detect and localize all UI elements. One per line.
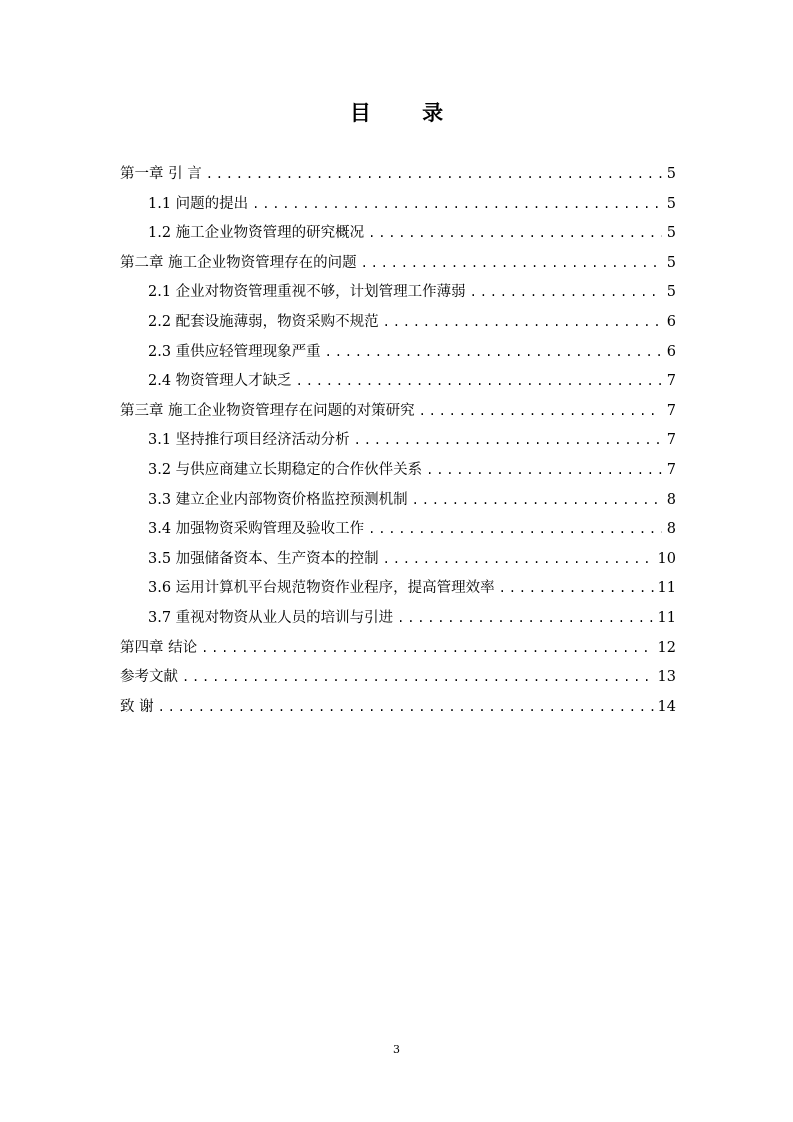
- toc-entry-3-6[interactable]: [120, 574, 676, 604]
- toc-leader-dots: [368, 515, 662, 545]
- toc-entry-label: 3.5 加强储备资本、生产资本的控制: [148, 550, 379, 567]
- toc-entry-page: 8: [666, 521, 676, 538]
- toc-leader-dots: [419, 397, 662, 427]
- toc-entry-label: 3.3 建立企业内部物资价格监控预测机制: [148, 491, 408, 508]
- toc-leader-dots: [182, 663, 654, 693]
- toc-leader-dots: [296, 367, 662, 397]
- toc-leader-dots: [201, 634, 653, 664]
- toc-entry-page: 7: [666, 461, 676, 478]
- toc-entry-page: 13: [657, 669, 676, 686]
- toc-entry-label: 2.3 重供应轻管理现象严重: [148, 343, 321, 360]
- toc-entry-label: 3.2 与供应商建立长期稳定的合作伙伴关系: [148, 461, 423, 478]
- toc-entry-label: 1.2 施工企业物资管理的研究概况: [148, 225, 365, 242]
- toc-leader-dots: [354, 426, 662, 456]
- toc-entry-page: 11: [657, 580, 676, 597]
- toc-list: [120, 160, 676, 722]
- toc-entry-3-5[interactable]: [120, 545, 676, 575]
- toc-entry-page: 5: [666, 225, 676, 242]
- toc-title: 目 录: [349, 100, 466, 125]
- toc-entry-chapter-2[interactable]: [120, 249, 676, 279]
- toc-entry-page: 11: [657, 609, 676, 626]
- toc-entry-3-3[interactable]: [120, 486, 676, 516]
- toc-entry-page: 14: [657, 698, 676, 715]
- toc-entry-2-2[interactable]: [120, 308, 676, 338]
- toc-entry-label: 第一章 引 言: [120, 166, 202, 182]
- toc-entry-3-4[interactable]: [120, 515, 676, 545]
- toc-entry-page: 12: [657, 639, 676, 656]
- toc-entry-chapter-3[interactable]: [120, 397, 676, 427]
- toc-entry-page: 7: [666, 373, 676, 390]
- toc-entry-2-1[interactable]: [120, 278, 676, 308]
- toc-entry-page: 8: [666, 491, 676, 508]
- toc-entry-1-1[interactable]: [120, 190, 676, 220]
- page-number: 3: [393, 1043, 400, 1056]
- toc-leader-dots: [412, 486, 662, 516]
- toc-entry-chapter-4[interactable]: [120, 634, 676, 664]
- toc-entry-page: 6: [666, 343, 676, 360]
- toc-leader-dots: [397, 604, 653, 634]
- toc-entry-label: 2.1 企业对物资管理重视不够，计划管理工作薄弱: [148, 284, 466, 301]
- toc-entry-page: 6: [666, 313, 676, 330]
- toc-leader-dots: [206, 160, 662, 190]
- toc-entry-label: 3.1 坚持推行项目经济活动分析: [148, 432, 350, 449]
- toc-entry-3-1[interactable]: [120, 426, 676, 456]
- toc-entry-page: 5: [666, 254, 676, 271]
- toc-leader-dots: [325, 338, 662, 368]
- toc-entry-page: 5: [666, 284, 676, 301]
- toc-entry-label: 第四章 结论: [120, 639, 198, 656]
- toc-entry-label: 3.6 运用计算机平台规范物资作业程序，提高管理效率: [148, 580, 495, 597]
- toc-leader-dots: [368, 219, 662, 249]
- toc-entry-page: 5: [666, 166, 676, 182]
- toc-entry-3-7[interactable]: [120, 604, 676, 634]
- toc-entry-2-4[interactable]: [120, 367, 676, 397]
- toc-entry-page: 7: [666, 432, 676, 449]
- toc-leader-dots: [158, 693, 654, 723]
- toc-entry-label: 2.2 配套设施薄弱，物资采购不规范: [148, 313, 379, 330]
- toc-entry-page: 10: [657, 550, 676, 567]
- toc-leader-dots: [361, 249, 662, 279]
- toc-entry-references[interactable]: [120, 663, 676, 693]
- toc-leader-dots: [499, 574, 654, 604]
- toc-entry-label: 第二章 施工企业物资管理存在的问题: [120, 254, 357, 271]
- toc-entry-page: 7: [666, 402, 676, 419]
- toc-entry-label: 第三章 施工企业物资管理存在问题的对策研究: [120, 402, 415, 419]
- toc-entry-label: 2.4 物资管理人才缺乏: [148, 373, 292, 390]
- toc-entry-label: 1.1 问题的提出: [148, 195, 249, 212]
- toc-entry-label: 3.7 重视对物资从业人员的培训与引进: [148, 609, 394, 626]
- toc-leader-dots: [426, 456, 662, 486]
- toc-entry-chapter-1[interactable]: [120, 160, 676, 190]
- toc-entry-acknowledgements[interactable]: [120, 693, 676, 723]
- toc-entry-1-2[interactable]: [120, 219, 676, 249]
- toc-entry-2-3[interactable]: [120, 338, 676, 368]
- toc-leader-dots: [383, 545, 654, 575]
- toc-entry-3-2[interactable]: [120, 456, 676, 486]
- toc-entry-label: 致 谢: [120, 698, 154, 715]
- toc-leader-dots: [252, 190, 662, 220]
- toc-entry-label: 参考文献: [120, 669, 178, 686]
- toc-leader-dots: [470, 278, 662, 308]
- toc-entry-label: 3.4 加强物资采购管理及验收工作: [148, 521, 365, 538]
- toc-entry-page: 5: [666, 195, 676, 212]
- toc-leader-dots: [383, 308, 662, 338]
